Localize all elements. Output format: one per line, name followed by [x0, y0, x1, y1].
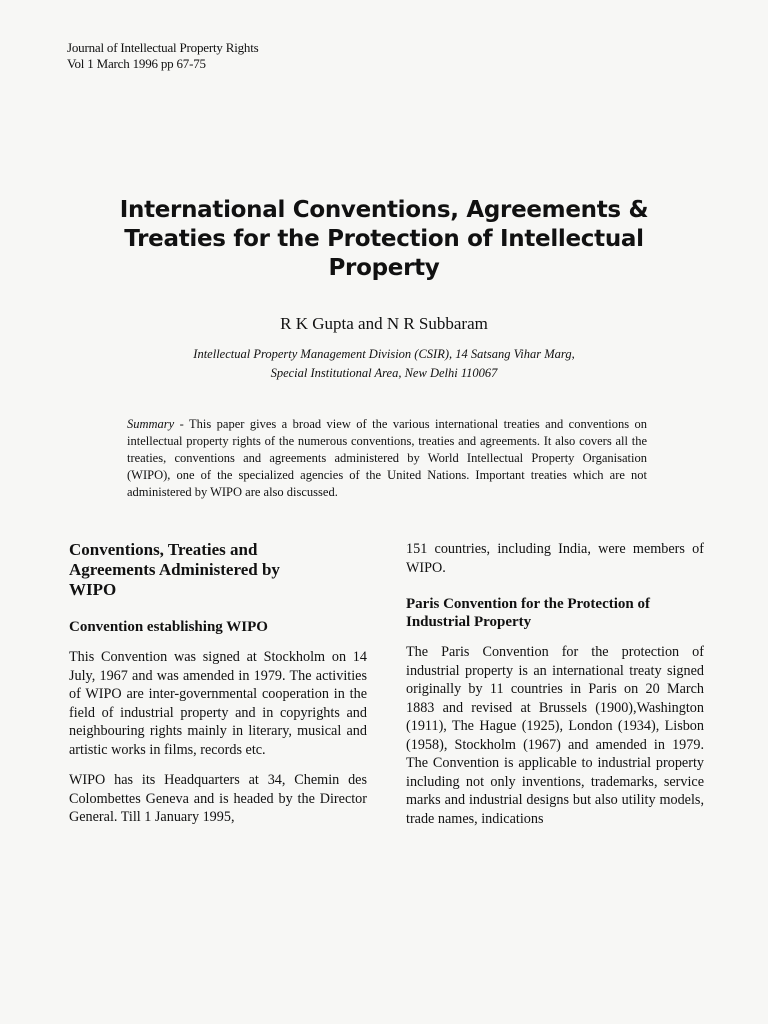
author-affiliation [0, 345, 768, 383]
paragraph: The Paris Convention for the protection of industrial property is an international treaty signed originally by 11 countries in Paris on 20 March 1883 and revised at Brussels (1900),Washington (1911), The Hague (1925), London (1934), Lisbon (1958), Stockholm (1967) and amended in 1979. The Convention is applicable to industrial property including not only inventions, trademarks, service marks and industrial designs but also utility models, trade names, indications [406, 644, 704, 827]
paragraph: This Convention was signed at Stockholm on 14 July, 1967 and was amended in 1979. The activities of WIPO are inter-governmental cooperation in the field of industrial property and in copyrights and neighbouring rights mainly in literary, musical and artistic works in films, records etc. [69, 649, 367, 758]
summary-label: Summary [127, 417, 175, 431]
paragraph: 151 countries, including India, were members of WIPO. [406, 541, 704, 576]
subheading-wipo-convention: Convention establishing WIPO [69, 619, 268, 635]
left-column [69, 540, 367, 839]
summary-abstract [127, 416, 647, 501]
section-heading: Conventions, Treaties and Agreements Administered by WIPO [69, 540, 280, 599]
journal-name: Journal of Intellectual Property Rights [67, 40, 259, 55]
paper-title: International Conventions, Agreements & Treaties for the Protection of Intellectual Property [119, 197, 649, 281]
affiliation-line-1: Intellectual Property Management Division (CSIR), 14 Satsang Vihar Marg, [193, 347, 575, 361]
affiliation-line-2: Special Institutional Area, New Delhi 110067 [270, 366, 498, 380]
journal-issue: Vol 1 March 1996 pp 67-75 [67, 56, 206, 71]
paragraph: WIPO has its Headquarters at 34, Chemin des Colombettes Geneva and is headed by the Director General. Till 1 January 1995, [69, 772, 367, 825]
right-column [406, 540, 704, 840]
summary-text: - This paper gives a broad view of the various international treaties and conventions on intellectual property rights of the numerous conventions, treaties and agreements. It also covers all the treaties, conventions and agreements administered by World Intellectual Property Organisation (WIPO), one of the specialized agencies of the United Nations. Important treaties which are not administered by WIPO are also discussed. [127, 417, 647, 499]
paper-authors: R K Gupta and N R Subbaram [280, 314, 488, 333]
journal-header [67, 40, 259, 72]
subheading-paris-convention: Paris Convention for the Protection of Industrial Property [406, 596, 650, 630]
